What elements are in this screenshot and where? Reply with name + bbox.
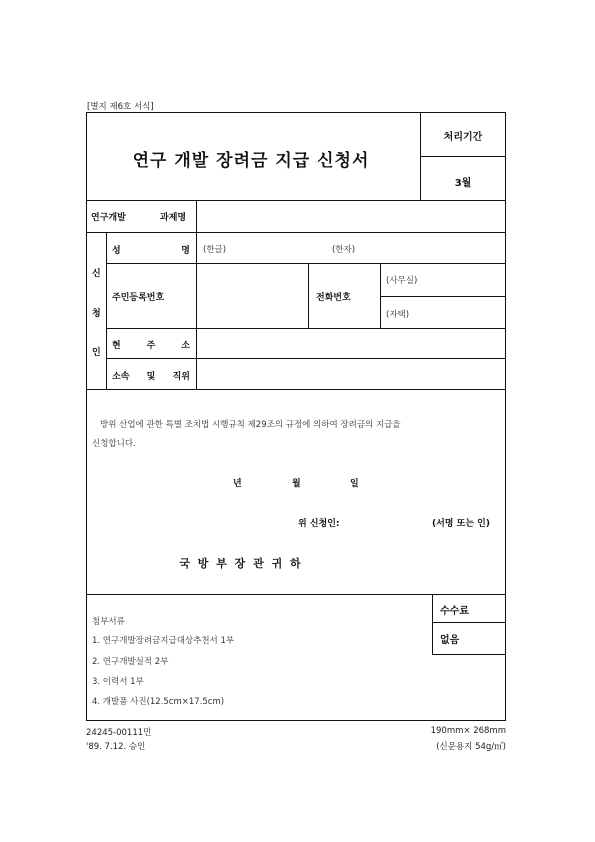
statement-line-1: 방위 산업에 관한 특별 조치법 시행규칙 제29조의 규정에 의하여 장려금의 지급을 [100, 420, 401, 430]
processing-period-value: 3월 [454, 178, 472, 189]
date-day: 일 [350, 479, 359, 489]
project-label-a: 연구개발 [91, 213, 126, 223]
address-field[interactable] [198, 330, 504, 356]
applicant-sign-label: 위 신청인: [298, 519, 340, 529]
applicant-char-2: 청 [92, 309, 101, 319]
phone-label: 전화번호 [316, 293, 351, 303]
project-name-field[interactable] [198, 202, 504, 230]
paper-size: 190mm× 268mm [430, 726, 506, 736]
resident-number-field[interactable] [198, 265, 306, 326]
fee-label: 수수료 [440, 606, 469, 617]
date-year: 년 [233, 479, 242, 489]
address-label: 현 주 소 [112, 341, 190, 351]
attachment-item-4: 4. 개발품 사진(12.5cm×17.5cm) [92, 697, 225, 707]
statement-line-2: 신청합니다. [92, 439, 136, 449]
name-hanja-field[interactable]: (한자) [332, 245, 356, 255]
processing-period-label: 처리기간 [443, 132, 483, 143]
attachment-item-3: 3. 이력서 1부 [92, 677, 144, 687]
project-label-b: 과제명 [160, 213, 187, 223]
signature-note: (서명 또는 인) [432, 519, 490, 529]
paper-type: (신문용지 54g/㎡) [436, 742, 506, 752]
phone-home-field[interactable]: (자택) [386, 310, 410, 320]
form-title: 연구 개발 장려금 지급 신청서 [132, 151, 370, 171]
applicant-char-3: 인 [92, 348, 101, 358]
attachment-item-2: 2. 연구개발실적 2부 [92, 657, 169, 667]
resident-number-label: 주민등록번호 [112, 293, 165, 303]
form-code: 24245-00111민 [86, 728, 152, 738]
attachments-title: 첨부서류 [92, 617, 125, 627]
phone-office-field[interactable]: (사무실) [386, 276, 418, 286]
form-number-label: [별지 제6호 서식] [87, 102, 154, 112]
fee-value: 없음 [440, 635, 460, 646]
approval-date: '89. 7.12. 승인 [86, 742, 146, 752]
affiliation-field[interactable] [198, 360, 504, 387]
applicant-char-1: 신 [92, 269, 101, 279]
addressee: 국 방 부 장 관 귀 하 [179, 557, 303, 570]
attachment-item-1: 1. 연구개발장려금지급대상추천서 1부 [92, 636, 235, 646]
affiliation-label: 소속 및 직위 [112, 372, 190, 382]
name-hangul-field[interactable]: (한글) [203, 245, 227, 255]
name-label: 성 명 [112, 246, 190, 256]
date-month: 월 [292, 479, 301, 489]
